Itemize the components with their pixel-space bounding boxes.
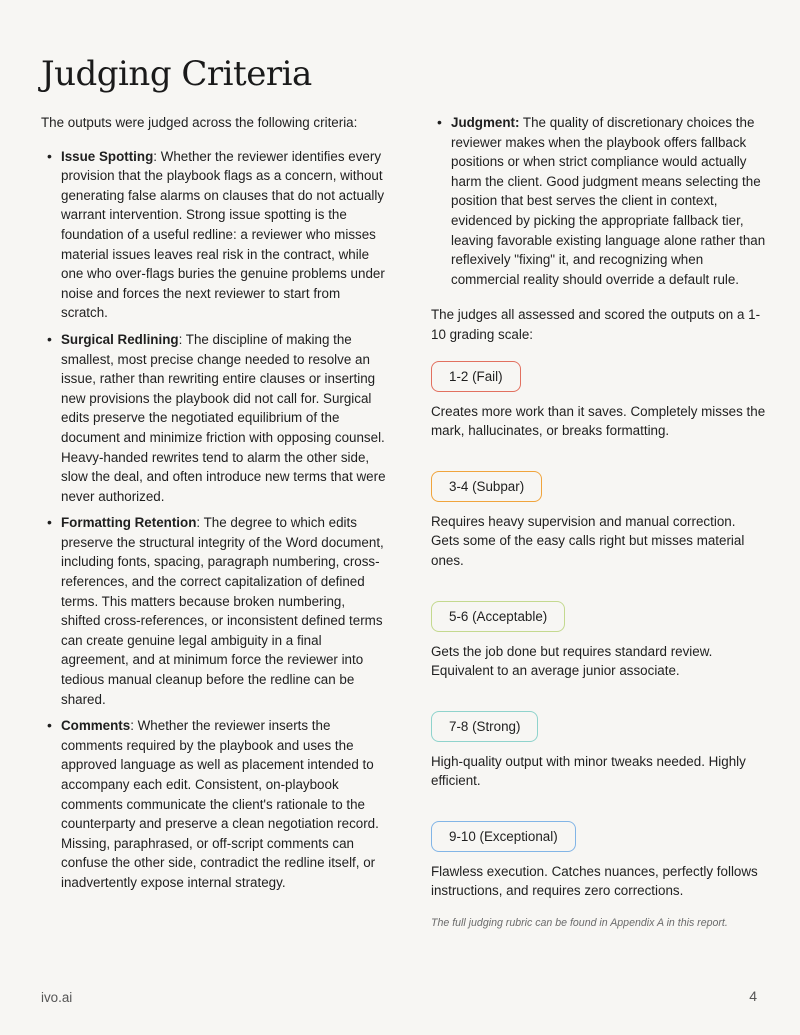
criterion-surgical-redlining: • Surgical Redlining: The discipline of making the smallest, most precise change needed to resolve an issue, rather than rewriting entire clauses or inserting new provisions the playbook did not call for. Surgical edits preserve the negotiated equilibrium of the document and minimize friction with opposing counsel. Heavy-handed rewrites tend to alarm the other side, slow the deal, and often introduce new terms that were never authorized. (41, 330, 386, 506)
criteria-list-continued (431, 113, 766, 289)
criterion-text: Whether the reviewer inserts the comments required by the playbook and uses the approved language as well as placement intended to accompany each edit. Consistent, on-playbook comments communicate the client's rationale to the counterparty and preserve a clean negotiation record. Missing, paraphrased, or off-script comments can confuse the other side, contradict the redline itself, or inadvertently expose internal strategy. (61, 718, 379, 890)
grade-subpar (431, 455, 766, 571)
criterion-term: Surgical Redlining (61, 331, 179, 347)
criterion-term: Issue Spotting (61, 148, 154, 164)
criterion-judgment (431, 113, 766, 289)
criterion-issue-spotting: • Issue Spotting: Whether the reviewer identifies every provision that the playbook flags as a concern, without generating false alarms on clauses that do not actually warrant intervention. Strong issue spotting is the foundation of a useful redline: a reviewer who misses material issues leaves real risk in the contract, while one who over-flags buries the genuine problems under noise and forces the next reviewer to start from scratch. (41, 147, 386, 323)
scale-intro: The judges all assessed and scored the outputs on a 1-10 grading scale: (431, 307, 761, 342)
left-column (41, 113, 386, 900)
grade-badge: 7-8 (Strong) (431, 711, 538, 742)
criterion-text: The degree to which edits preserve the structural integrity of the Word document, including fonts, spacing, paragraph numbering, cross-references, and the correct capitalization of defined terms. This matters because broken numbering, shifted cross-references, or inconsistent defined terms can create genuine legal ambiguity in a final agreement, and at minimum force the reviewer into tedious manual cleanup before the redline can be shared. (61, 515, 384, 707)
right-column (431, 113, 766, 929)
appendix-note: The full judging rubric can be found in Appendix A in this report. (431, 917, 728, 930)
criteria-list (41, 147, 386, 893)
grade-description: High-quality output with minor tweaks needed. Highly efficient. (431, 753, 746, 789)
page-number: 4 (749, 988, 757, 1004)
grade-fail (431, 345, 766, 441)
intro-text: The outputs were judged across the following criteria: (41, 115, 358, 130)
criterion-text: The discipline of making the smallest, most precise change needed to resolve an issue, rather than rewriting entire clauses or inserting new provisions the playbook did not call for. Surgical edits preserve the negotiated equilibrium of the document and minimize friction with opposing counsel. Heavy-handed rewrites tend to alarm the other side, slow the deal, and often introduce new terms that were never authorized. (61, 331, 386, 504)
grade-description: Flawless execution. Catches nuances, perfectly follows instructions, and requires zero corrections. (431, 863, 758, 899)
grade-badge: 9-10 (Exceptional) (431, 821, 576, 852)
grade-description: Creates more work than it saves. Completely misses the mark, hallucinates, or breaks formatting. (431, 403, 766, 439)
page-title: Judging Criteria (41, 54, 312, 94)
grade-description: Gets the job done but requires standard review. Equivalent to an average junior associate. (431, 643, 713, 679)
criterion-formatting-retention: • Formatting Retention: The degree to which edits preserve the structural integrity of the Word document, including fonts, spacing, paragraph numbering, cross-references, and the correct capitalization of defined terms. This matters because broken numbering, shifted cross-references, or inconsistent defined terms can create genuine legal ambiguity in a final agreement, and at minimum force the reviewer into tedious manual cleanup before the redline can be shared. (41, 513, 386, 709)
grade-exceptional (431, 805, 766, 901)
criterion-comments: • Comments: Whether the reviewer inserts the comments required by the playbook and uses the approved language as well as placement intended to accompany each edit. Consistent, on-playbook comments communicate the client's rationale to the counterparty and preserve a clean negotiation record. Missing, paraphrased, or off-script comments can confuse the other side, contradict the redline itself, or inadvertently expose internal strategy. (41, 716, 386, 892)
grade-badge: 1-2 (Fail) (431, 361, 521, 392)
criterion-term: Formatting Retention (61, 515, 197, 531)
grade-acceptable (431, 585, 766, 681)
footer-brand: ivo.ai (41, 990, 73, 1005)
grade-description: Requires heavy supervision and manual correction. Gets some of the easy calls right but misses material ones. (431, 513, 745, 568)
criterion-term: Comments (61, 718, 131, 734)
grade-badge: 3-4 (Subpar) (431, 471, 542, 502)
criterion-term: Judgment: (451, 115, 520, 130)
grade-strong (431, 695, 766, 791)
criterion-text: The quality of discretionary choices the reviewer makes when the playbook offers fallback positions or when strict compliance would actually harm the client. Good judgment means selecting the position that best serves the client in context, evidenced by picking the appropriate fallback tier, leaving favorable existing language alone rather than reflexively "fixing" it, and recognizing when commercial reality should override a default rule. (451, 115, 766, 287)
criterion-text: Whether the reviewer identifies every provision that the playbook flags as a concern, without generating false alarms on clauses that do not actually warrant intervention. Strong issue spotting is the foundation of a useful redline: a reviewer who misses material issues leaves real risk in the contract, while one who over-flags buries the genuine problems under noise and forces the next reviewer to start from scratch. (61, 148, 385, 321)
grade-badge: 5-6 (Acceptable) (431, 601, 565, 632)
